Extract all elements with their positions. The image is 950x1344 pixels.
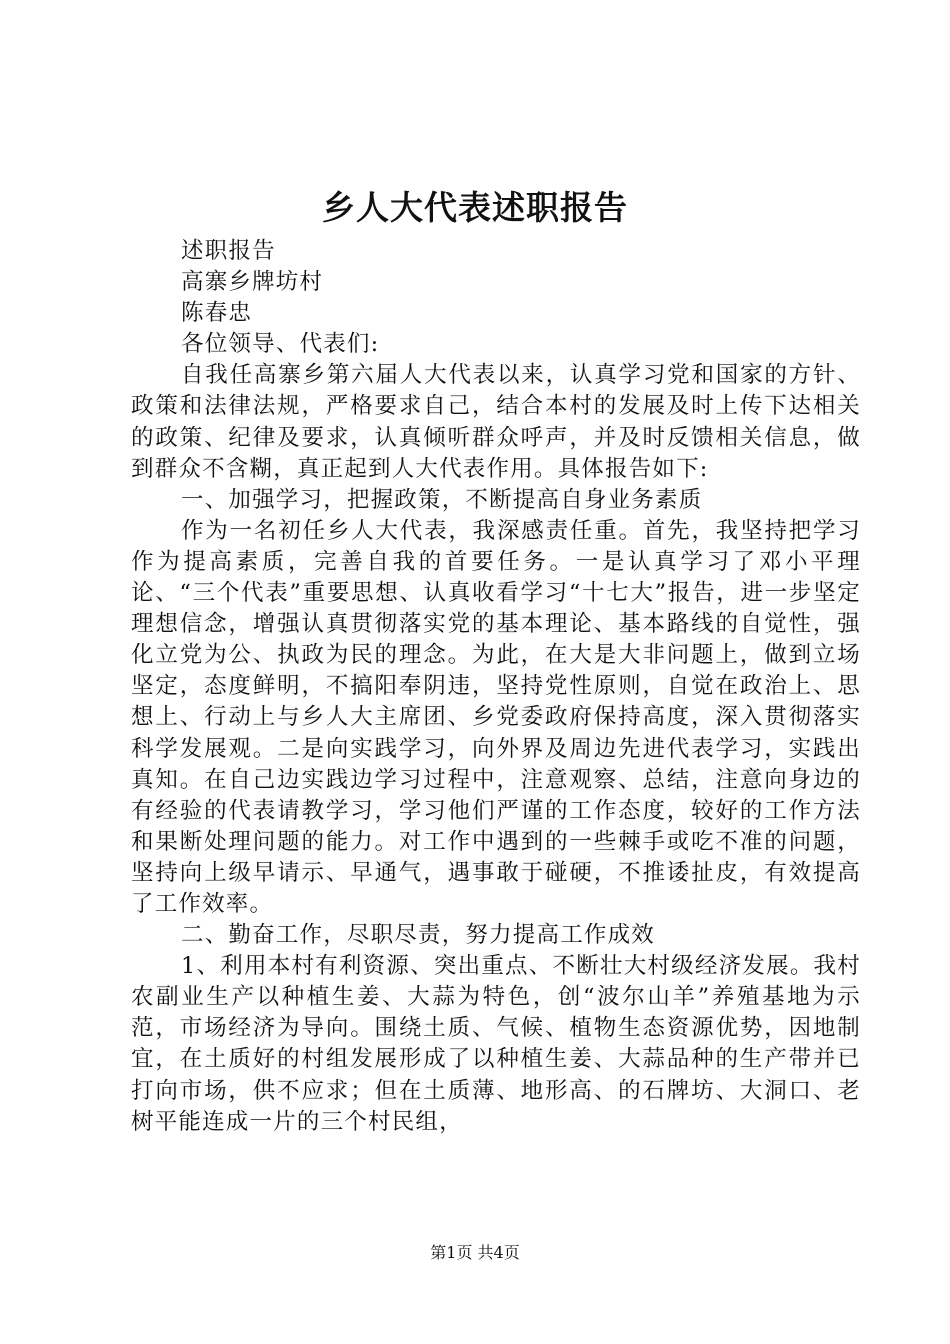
author-location: 高寨乡牌坊村 [181,269,324,296]
doc-heading-line: 述职报告 [181,238,276,264]
author-name: 陈春忠 [181,300,253,327]
document-body [131,236,861,1138]
section-2-paragraph: 1、利用本村有利资源、突出重点、不断壮大村级经济发展。我村农副业生产以种植生姜、大蒜为特色，创“波尔山羊”养殖基地为示范，市场经济为导向。围绕土质、气候、植物生态资源优势，因地制宜，在土质好的村组发展形成了以种植生姜、大蒜品种的生产带并已打向市场，供不应求；但在土质薄、地形高、的石牌坊、大洞口、老树平能连成一片的三个村民组， [131,953,861,1135]
section-heading-2: 二、勤奋工作，尽职尽责，努力提高工作成效 [181,922,656,949]
section-1-paragraph: 作为一名初任乡人大代表，我深感责任重。首先，我坚持把学习作为提高素质，完善自我的首要任务。一是认真学习了邓小平理论、“三个代表”重要思想、认真收看学习“十七大”报告，进一步坚定理想信念，增强认真贯彻落实党的基本理论、基本路线的自觉性，强化立党为公、执政为民的理念。为此，在大是大非问题上，做到立场坚定，态度鲜明，不搞阳奉阴违，坚持党性原则，自觉在政治上、思想上、行动上与乡人大主席团、乡党委政府保持高度，深入贯彻落实科学发展观。二是向实践学习，向外界及周边先进代表学习，实践出真知。在自己边实践边学习过程中，注意观察、总结，注意向身边的有经验的代表请教学习，学习他们严谨的工作态度，较好的工作方法和果断处理问题的能力。对工作中遇到的一些棘手或吃不准的问题，坚持向上级早请示、早通气，遇事敢于碰硬，不推诿扯皮，有效提高了工作效率。 [131,517,861,917]
section-heading-1: 一、加强学习，把握政策，不断提高自身业务素质 [181,486,703,513]
intro-paragraph: 自我任高寨乡第六届人大代表以来，认真学习党和国家的方针、政策和法律法规，严格要求自己，结合本村的发展及时上传下达相关的政策、纪律及要求，认真倾听群众呼声，并及时反馈相关信息，做到群众不含糊，真正起到人大代表作用。具体报告如下: [131,362,861,482]
salutation: 各位领导、代表们: [181,331,380,358]
document-title: 乡人大代表述职报告 [322,188,628,227]
page-number-footer: 第1页 共4页 [430,1243,520,1262]
